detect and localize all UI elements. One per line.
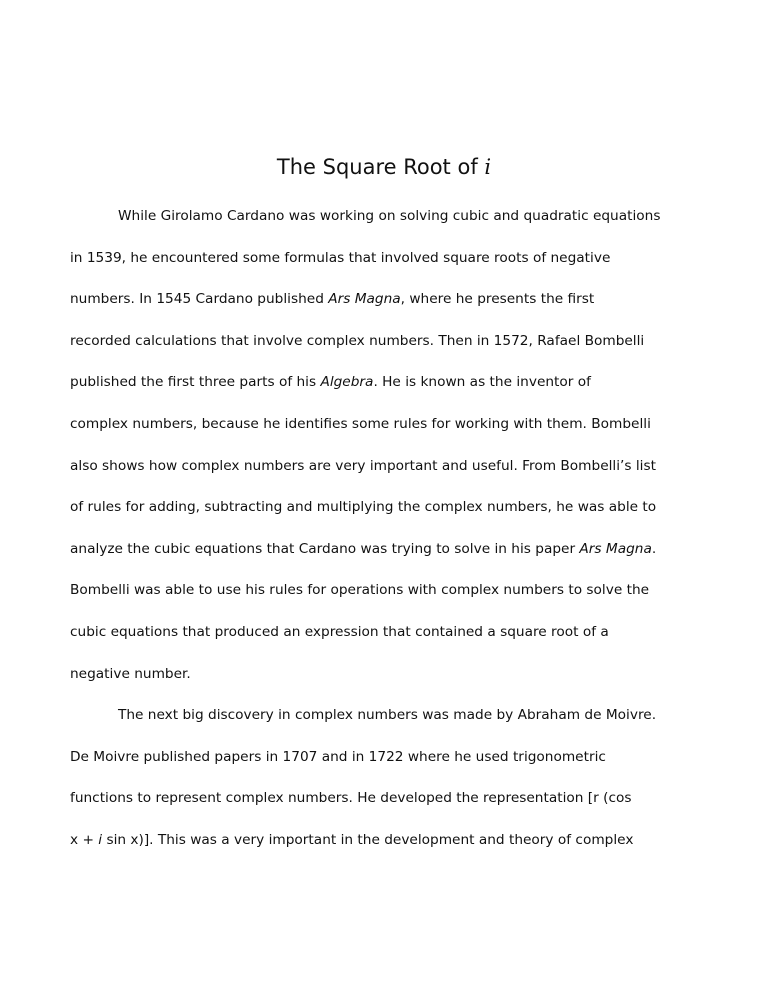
italic-term: i [98, 831, 103, 848]
italic-term: Ars Magna [328, 291, 401, 308]
text-line [70, 654, 710, 696]
title-variable-i: i [484, 155, 492, 179]
text-line [70, 570, 710, 612]
text-line [70, 778, 710, 820]
text-segment: Bombelli was able to use his rules for operations with complex numbers to solve the [70, 582, 650, 599]
text-segment: functions to represent complex numbers. He developed the representation [r (cos [70, 790, 632, 807]
text-segment: in 1539, he encountered some formulas that involved square roots of negative [70, 249, 611, 266]
text-line [70, 238, 710, 280]
text-segment: analyze the cubic equations that Cardano was trying to solve in his paper [70, 540, 580, 557]
text-segment: negative number. [70, 665, 191, 682]
text-line [70, 446, 710, 488]
text-segment: , where he presents the first [400, 291, 595, 308]
text-line [70, 321, 710, 363]
text-segment: complex numbers, because he identifies some rules for working with them. Bombelli [70, 415, 651, 432]
text-line [70, 279, 710, 321]
text-segment: sin x)]. This was a very important in the development and theory of complex [102, 831, 634, 848]
title-text: The Square Root of [276, 155, 485, 179]
text-segment: . He is known as the inventor of [373, 374, 591, 391]
text-line [70, 404, 710, 446]
text-segment: published the first three parts of his [70, 374, 321, 391]
text-line [70, 362, 710, 404]
text-line [70, 487, 710, 529]
italic-term: Ars Magna [579, 540, 652, 557]
paragraph-cardano-bombelli [70, 196, 710, 695]
text-line [70, 820, 710, 862]
text-segment: While Girolamo Cardano was working on solving cubic and quadratic equations [118, 208, 661, 224]
text-segment: De Moivre published papers in 1707 and in 1722 where he used trigonometric [70, 748, 606, 765]
text-line [70, 196, 710, 238]
text-segment: x + [70, 831, 99, 848]
text-segment: The next big discovery in complex numbers was made by Abraham de Moivre. [118, 707, 657, 724]
text-segment: of rules for adding, subtracting and multiplying the complex numbers, he was able to [70, 499, 657, 516]
document-title [0, 155, 768, 179]
text-line [70, 695, 710, 737]
text-line [70, 737, 710, 779]
text-line [70, 529, 710, 571]
text-segment: recorded calculations that involve complex numbers. Then in 1572, Rafael Bombelli [70, 332, 645, 349]
italic-term: Algebra [320, 374, 374, 391]
text-segment: numbers. In 1545 Cardano published [70, 291, 329, 308]
paragraph-de-moivre [70, 695, 710, 861]
text-segment: also shows how complex numbers are very important and useful. From Bombelli’s list [70, 457, 656, 474]
text-line [70, 612, 710, 654]
text-segment: cubic equations that produced an expression that contained a square root of a [70, 623, 609, 640]
text-segment: . [651, 540, 657, 557]
document-body [70, 196, 710, 862]
